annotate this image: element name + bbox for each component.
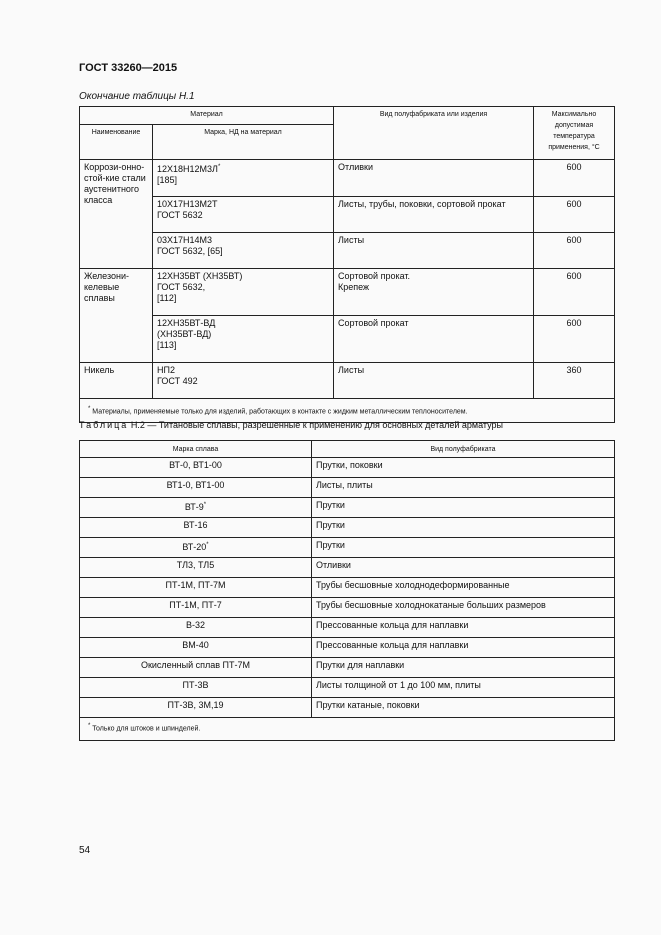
footnote-row — [80, 718, 615, 741]
material-name-cell: Железони-келевые сплавы — [80, 269, 153, 363]
grade-line: 12ХН35ВТ (ХН35ВТ) — [157, 271, 243, 281]
table-row — [80, 598, 615, 618]
table-row — [80, 197, 615, 233]
grade-line: 03Х17Н14М3 — [157, 235, 213, 245]
semi-product-cell: Трубы бесшовные холоднодеформированные — [312, 578, 615, 598]
semi-product-cell: Прутки — [312, 518, 615, 538]
grade-cell — [153, 160, 334, 197]
footnote-mark: * — [206, 542, 209, 548]
alloy-grade-cell: ВТ-20* — [80, 538, 312, 558]
semi-product-cell: Прутки — [312, 538, 615, 558]
product-cell — [334, 233, 534, 269]
alloy-grade-cell: ПТ-1М, ПТ-7М — [80, 578, 312, 598]
grade-line: [185] — [157, 175, 178, 185]
table-row — [80, 558, 615, 578]
product-line: Листы, трубы, поковки, сортовой прокат — [338, 199, 506, 209]
product-line: Листы — [338, 235, 365, 245]
alloy-grade-cell: ТЛ3, ТЛ5 — [80, 558, 312, 578]
grade-line: (ХН35ВТ-ВД) — [157, 329, 212, 339]
header-name: Наименование — [80, 125, 153, 160]
semi-product-cell: Отливки — [312, 558, 615, 578]
header-semi-product: Вид полуфабриката — [312, 441, 615, 458]
product-line: Сортовой прокат — [338, 318, 409, 328]
footnote — [80, 718, 615, 741]
grade-cell — [153, 233, 334, 269]
temperature-cell: 360 — [534, 363, 615, 399]
table-row — [80, 638, 615, 658]
grade-cell — [153, 197, 334, 233]
header-grade: Марка, НД на материал — [153, 125, 334, 160]
table-row — [80, 269, 615, 316]
footnote-mark: * — [217, 164, 221, 170]
semi-product-cell: Листы толщиной от 1 до 100 мм, плиты — [312, 678, 615, 698]
alloy-grade-cell: ВМ-40 — [80, 638, 312, 658]
table-row — [80, 618, 615, 638]
temperature-cell: 600 — [534, 160, 615, 197]
table-row — [80, 578, 615, 598]
alloy-grade-cell: В-32 — [80, 618, 312, 638]
titanium-alloys-table — [79, 440, 615, 741]
product-cell — [334, 269, 534, 316]
grade-cell — [153, 269, 334, 316]
table2-caption: Таблица Н.2 — Титановые сплавы, разрешенные к применению для основных деталей арматуры — [79, 420, 503, 430]
header-product: Вид полуфабриката или изделия — [334, 107, 534, 160]
grade-cell — [153, 316, 334, 363]
product-line: Крепеж — [338, 282, 370, 292]
semi-product-cell: Прессованные кольца для наплавки — [312, 618, 615, 638]
alloy-grade-cell: ПТ-1М, ПТ-7 — [80, 598, 312, 618]
grade-line: ГОСТ 5632, — [157, 282, 206, 292]
product-cell — [334, 160, 534, 197]
material-name-cell: Коррози-онно-стой-кие стали аустенитного класса — [80, 160, 153, 269]
grade-line: НП2 — [157, 365, 175, 375]
table-row — [80, 538, 615, 558]
alloy-grade-cell: ВТ-9* — [80, 498, 312, 518]
table-row — [80, 478, 615, 498]
alloy-grade-cell: Окисленный сплав ПТ-7М — [80, 658, 312, 678]
semi-product-cell: Прессованные кольца для наплавки — [312, 638, 615, 658]
table-header-row — [80, 441, 615, 458]
grade-line: 12Х18Н12М3Л* — [157, 164, 221, 174]
standard-title: ГОСТ 33260—2015 — [79, 62, 178, 74]
footnote-text: Только для штоков и шпинделей. — [92, 725, 201, 733]
table-row — [80, 363, 615, 399]
grade-line: ГОСТ 492 — [157, 376, 198, 386]
table-row — [80, 698, 615, 718]
table-row — [80, 658, 615, 678]
grade-line: [112] — [157, 293, 177, 303]
header-temperature: Максимально допустимая температура применения, °С — [534, 107, 615, 160]
temperature-cell: 600 — [534, 316, 615, 363]
grade-cell — [153, 363, 334, 399]
footnote-mark: * — [88, 406, 91, 412]
table-row — [80, 160, 615, 197]
footnote-text: Материалы, применяемые только для изделий, работающих в контакте с жидким металлическим теплоносителем. — [92, 408, 468, 416]
grade-line: ГОСТ 5632, [65] — [157, 246, 223, 256]
table-row — [80, 678, 615, 698]
alloy-grade-cell: ВТ-16 — [80, 518, 312, 538]
temperature-cell: 600 — [534, 233, 615, 269]
footnote-mark: * — [203, 502, 207, 508]
alloy-grade-cell: ВТ1-0, ВТ1-00 — [80, 478, 312, 498]
temperature-cell: 600 — [534, 197, 615, 233]
material-name-cell: Никель — [80, 363, 153, 399]
grade-line: 12ХН35ВТ-ВД — [157, 318, 216, 328]
grade-line: ГОСТ 5632 — [157, 210, 203, 220]
table-continuation-title: Окончание таблицы Н.1 — [79, 91, 195, 102]
product-line: Сортовой прокат. — [338, 271, 411, 281]
product-cell — [334, 197, 534, 233]
materials-table — [79, 106, 615, 423]
footnote-mark: * — [88, 723, 91, 729]
grade-line: 10Х17Н13М2Т — [157, 199, 218, 209]
table-header-row — [80, 107, 615, 125]
table-row — [80, 518, 615, 538]
semi-product-cell: Прутки для наплавки — [312, 658, 615, 678]
product-line: Листы — [338, 365, 365, 375]
alloy-grade-cell: ПТ-3В, 3М,19 — [80, 698, 312, 718]
table-row — [80, 458, 615, 478]
semi-product-cell: Прутки катаные, поковки — [312, 698, 615, 718]
product-line: Отливки — [338, 162, 373, 172]
alloy-grade-cell: ПТ-3В — [80, 678, 312, 698]
product-cell — [334, 316, 534, 363]
page-number: 54 — [79, 845, 91, 856]
semi-product-cell: Трубы бесшовные холоднокатаные больших размеров — [312, 598, 615, 618]
table-row — [80, 233, 615, 269]
table-row — [80, 498, 615, 518]
product-cell — [334, 363, 534, 399]
table-row — [80, 316, 615, 363]
header-alloy-grade: Марка сплава — [80, 441, 312, 458]
temperature-cell: 600 — [534, 269, 615, 316]
grade-line: [113] — [157, 340, 177, 350]
semi-product-cell: Прутки, поковки — [312, 458, 615, 478]
alloy-grade-cell: ВТ-0, ВТ1-00 — [80, 458, 312, 478]
header-material: Материал — [80, 107, 334, 125]
semi-product-cell: Прутки — [312, 498, 615, 518]
semi-product-cell: Листы, плиты — [312, 478, 615, 498]
